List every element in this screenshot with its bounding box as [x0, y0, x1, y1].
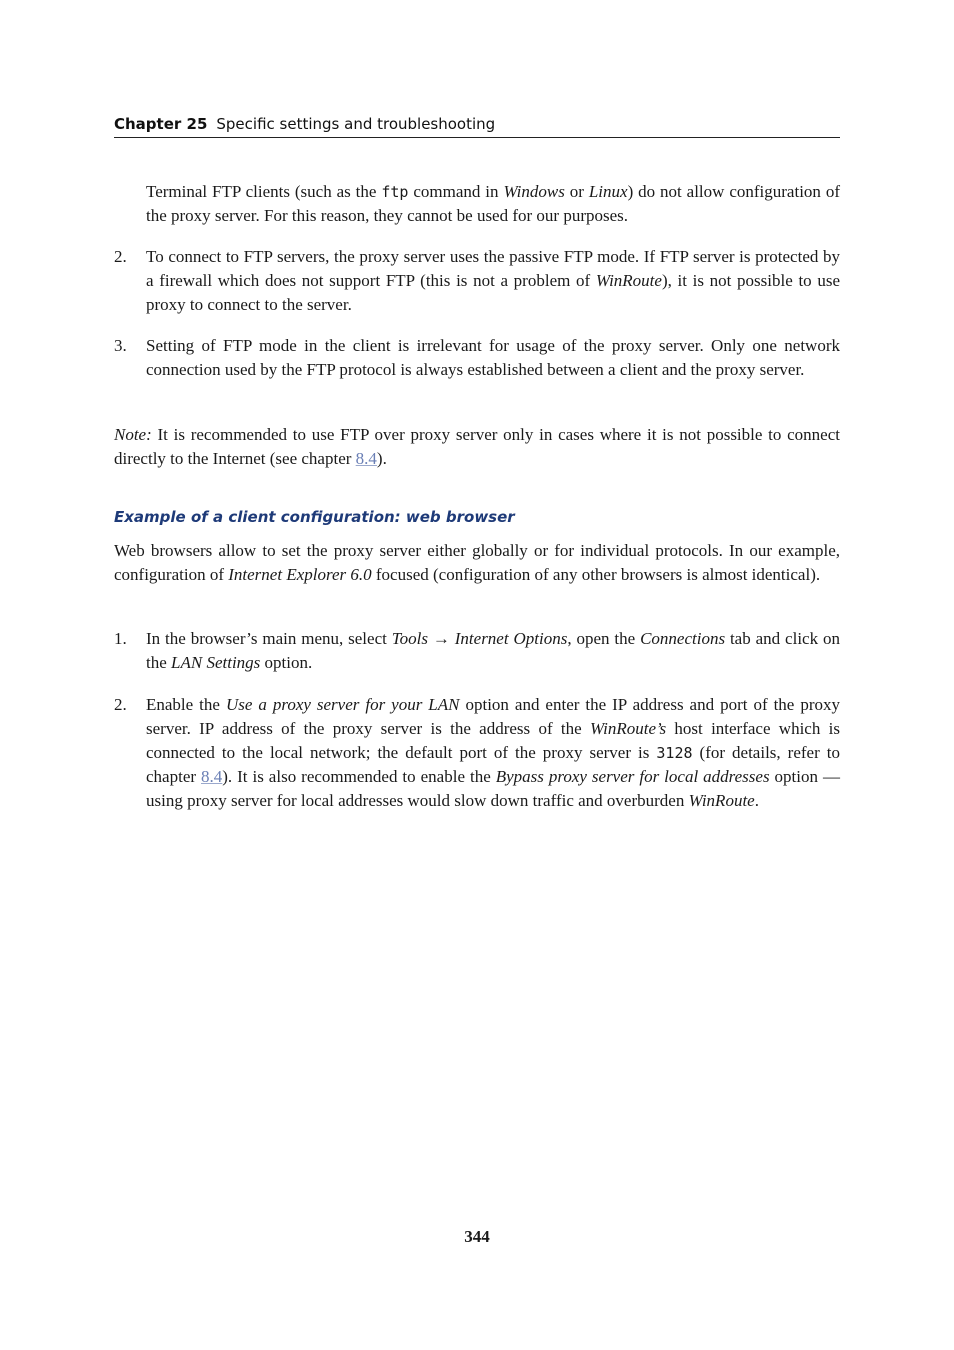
- tools-term: Tools: [391, 629, 428, 648]
- use-proxy-term: Use a proxy server for your LAN: [225, 695, 460, 714]
- winroute-term: WinRoute: [595, 271, 662, 290]
- text: In the browser’s main menu, select: [146, 629, 392, 648]
- list-item-2: [146, 245, 840, 317]
- winroute-term: WinRoute: [688, 791, 755, 810]
- text: It is recommended to use FTP over proxy server only in cases where it is not possible to connect directly to the Internet (see chapter: [114, 425, 840, 468]
- chapter-link[interactable]: 8.4: [201, 767, 223, 786]
- connections-term: Connections: [640, 629, 726, 648]
- text: ). It is also recommended to enable the: [222, 767, 496, 786]
- arrow: →: [427, 629, 455, 648]
- text: ).: [376, 449, 387, 468]
- text: option and enter the IP address and port of the proxy server. IP address of the proxy server is the address of the: [146, 695, 840, 738]
- list-number: 2.: [114, 247, 127, 266]
- bypass-term: Bypass proxy server for local addresses: [495, 767, 770, 786]
- ftp-command: ftp: [381, 183, 409, 201]
- page-number: 344: [464, 1227, 490, 1246]
- text: (for details, refer to chapter: [146, 743, 840, 786]
- browser-paragraph: [114, 539, 840, 587]
- port-number: 3128: [656, 744, 693, 762]
- intro-paragraph: [146, 180, 840, 228]
- chapter-number: Chapter 25: [114, 115, 208, 133]
- text: Web browsers allow to set the proxy server either globally or for individual protocols. In our example, configuration of: [114, 541, 840, 584]
- text: ) do not allow configuration of the proxy server. For this reason, they cannot be used for our purposes.: [146, 182, 840, 225]
- options-term: Internet Options: [454, 629, 568, 648]
- chapter-title: Specific settings and troubleshooting: [216, 115, 496, 133]
- text: option.: [260, 653, 313, 672]
- text: focused (configuration of any other browsers is almost identical).: [371, 565, 821, 584]
- text: tab and click on the: [146, 629, 840, 672]
- list-number: 1.: [114, 629, 127, 648]
- windows-term: Windows: [503, 182, 565, 201]
- step-2: [146, 693, 840, 813]
- note-label: Note:: [114, 425, 152, 444]
- text: or: [564, 182, 589, 201]
- list-number: 2.: [114, 695, 127, 714]
- winroute-term: WinRoute’s: [589, 719, 667, 738]
- text: host interface which is connected to the local network; the default port of the proxy server is: [146, 719, 840, 762]
- list-item-3: Setting of FTP mode in the client is irrelevant for usage of the proxy server. Only one network connection used by the FTP protocol is always established between a client and the proxy server.: [146, 336, 840, 379]
- running-header: [114, 114, 840, 138]
- list-number: 3.: [114, 336, 127, 355]
- linux-term: Linux: [588, 182, 628, 201]
- ie-term: Internet Explorer 6.0: [228, 565, 372, 584]
- text: ), it is not possible to use proxy to connect to the server.: [146, 271, 840, 314]
- note-paragraph: [114, 423, 840, 471]
- text: Enable the: [146, 695, 226, 714]
- text: To connect to FTP servers, the proxy server uses the passive FTP mode. If FTP server is protected by a firewall which does not support FTP (this is not a problem of: [146, 247, 840, 290]
- section-heading: Example of a client configuration: web browser: [114, 508, 515, 526]
- text: , open the: [567, 629, 641, 648]
- text: .: [754, 791, 759, 810]
- step-1: [146, 627, 840, 675]
- lan-settings-term: LAN Settings: [171, 653, 261, 672]
- text: command in: [408, 182, 504, 201]
- chapter-link[interactable]: 8.4: [355, 449, 377, 468]
- text: Terminal FTP clients (such as the: [146, 182, 382, 201]
- text: option — using proxy server for local addresses would slow down traffic and overburden: [146, 767, 840, 810]
